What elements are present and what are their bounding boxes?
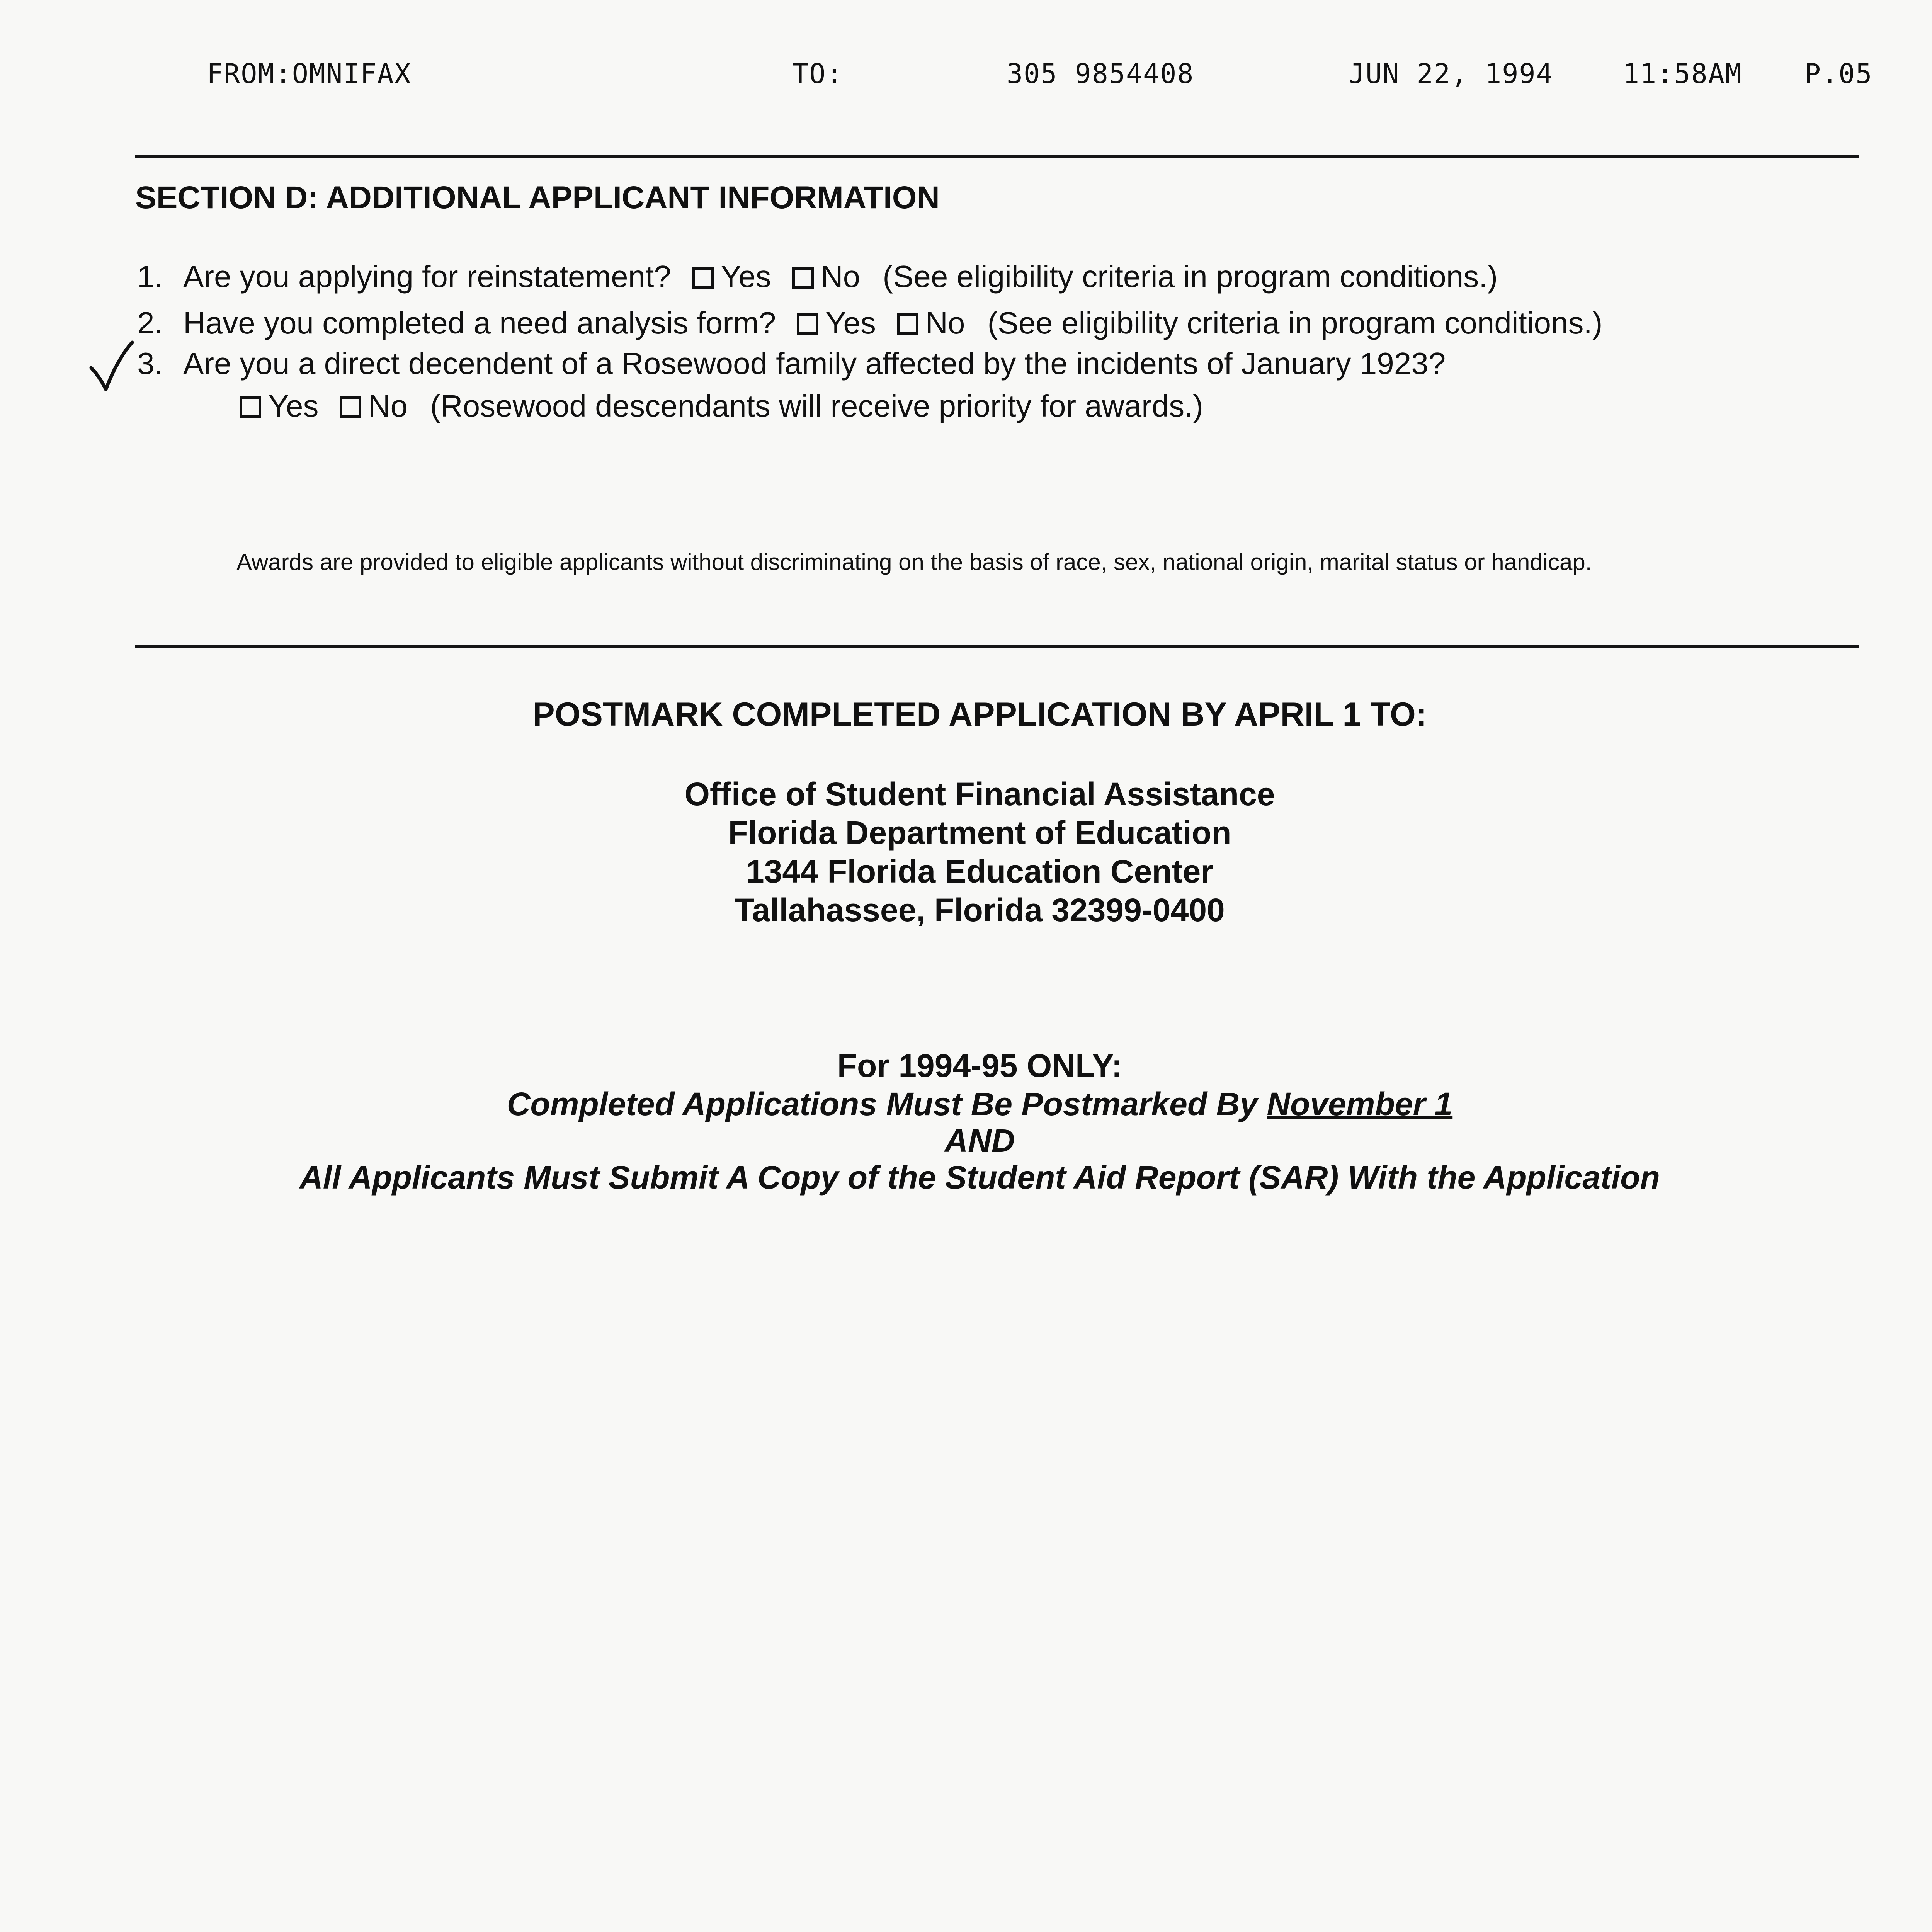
mailing-address xyxy=(0,775,1932,929)
nondiscrimination-statement: Awards are provided to eligible applicants without discriminating on the basis of race, sex, national origin, marital status or handicap. xyxy=(236,549,1592,575)
question-1-yes-label: Yes xyxy=(721,259,771,294)
question-3-number: 3. xyxy=(137,346,163,381)
question-2-yes-label: Yes xyxy=(825,306,876,340)
top-divider xyxy=(135,155,1859,158)
deadline-line-3: All Applicants Must Submit A Copy of the Student Aid Report (SAR) With the Application xyxy=(299,1159,1660,1196)
question-3-options xyxy=(240,388,1203,424)
deadline-title: For 1994-95 ONLY: xyxy=(837,1048,1122,1084)
deadline-date: November 1 xyxy=(1267,1086,1453,1122)
fax-time: 11:58AM xyxy=(1623,58,1743,90)
middle-divider xyxy=(135,645,1859,648)
question-2-text: Have you completed a need analysis form? xyxy=(183,306,776,340)
fax-page: P.05 xyxy=(1804,58,1873,90)
deadline-line-1-prefix: Completed Applications Must Be Postmarked By xyxy=(507,1086,1258,1122)
question-3-no-label: No xyxy=(368,389,408,423)
question-1-no-label: No xyxy=(820,259,861,294)
question-1-no-checkbox[interactable] xyxy=(792,267,814,289)
address-line-2: Florida Department of Education xyxy=(728,815,1231,851)
question-3-no-checkbox[interactable] xyxy=(340,396,361,418)
deadline-block xyxy=(0,1086,1932,1196)
question-1-note: (See eligibility criteria in program conditions.) xyxy=(883,259,1498,294)
question-2-number: 2. xyxy=(137,306,163,340)
question-3-yes-checkbox[interactable] xyxy=(240,396,261,418)
deadline-line-2: AND xyxy=(944,1122,1015,1159)
question-3-note: (Rosewood descendants will receive priority for awards.) xyxy=(430,389,1204,423)
question-3-text: Are you a direct decendent of a Rosewood family affected by the incidents of January 1923? xyxy=(183,346,1446,381)
handwritten-check-mark-icon xyxy=(88,340,134,394)
question-1-yes-checkbox[interactable] xyxy=(692,267,714,289)
address-line-3: 1344 Florida Education Center xyxy=(746,853,1213,889)
question-3-yes-label: Yes xyxy=(268,389,319,423)
question-3 xyxy=(137,346,1446,381)
question-2-yes-checkbox[interactable] xyxy=(797,313,818,335)
fax-from: FROM:OMNIFAX xyxy=(207,58,412,90)
fax-phone: 305 9854408 xyxy=(1007,58,1194,90)
question-2-no-label: No xyxy=(925,306,965,340)
fax-to-label: TO: xyxy=(792,58,844,90)
fax-date: JUN 22, 1994 xyxy=(1349,58,1553,90)
question-1 xyxy=(137,259,1498,294)
address-line-1: Office of Student Financial Assistance xyxy=(684,776,1275,812)
question-2-no-checkbox[interactable] xyxy=(897,313,918,335)
question-2-note: (See eligibility criteria in program conditions.) xyxy=(987,306,1603,340)
question-2 xyxy=(137,305,1602,341)
address-line-4: Tallahassee, Florida 32399-0400 xyxy=(735,892,1225,928)
question-1-text: Are you applying for reinstatement? xyxy=(183,259,671,294)
section-title: SECTION D: ADDITIONAL APPLICANT INFORMATION xyxy=(135,180,940,215)
postmark-heading: POSTMARK COMPLETED APPLICATION BY APRIL 1 TO: xyxy=(532,696,1427,733)
deadline-line-1 xyxy=(0,1086,1932,1122)
question-1-number: 1. xyxy=(137,259,163,294)
